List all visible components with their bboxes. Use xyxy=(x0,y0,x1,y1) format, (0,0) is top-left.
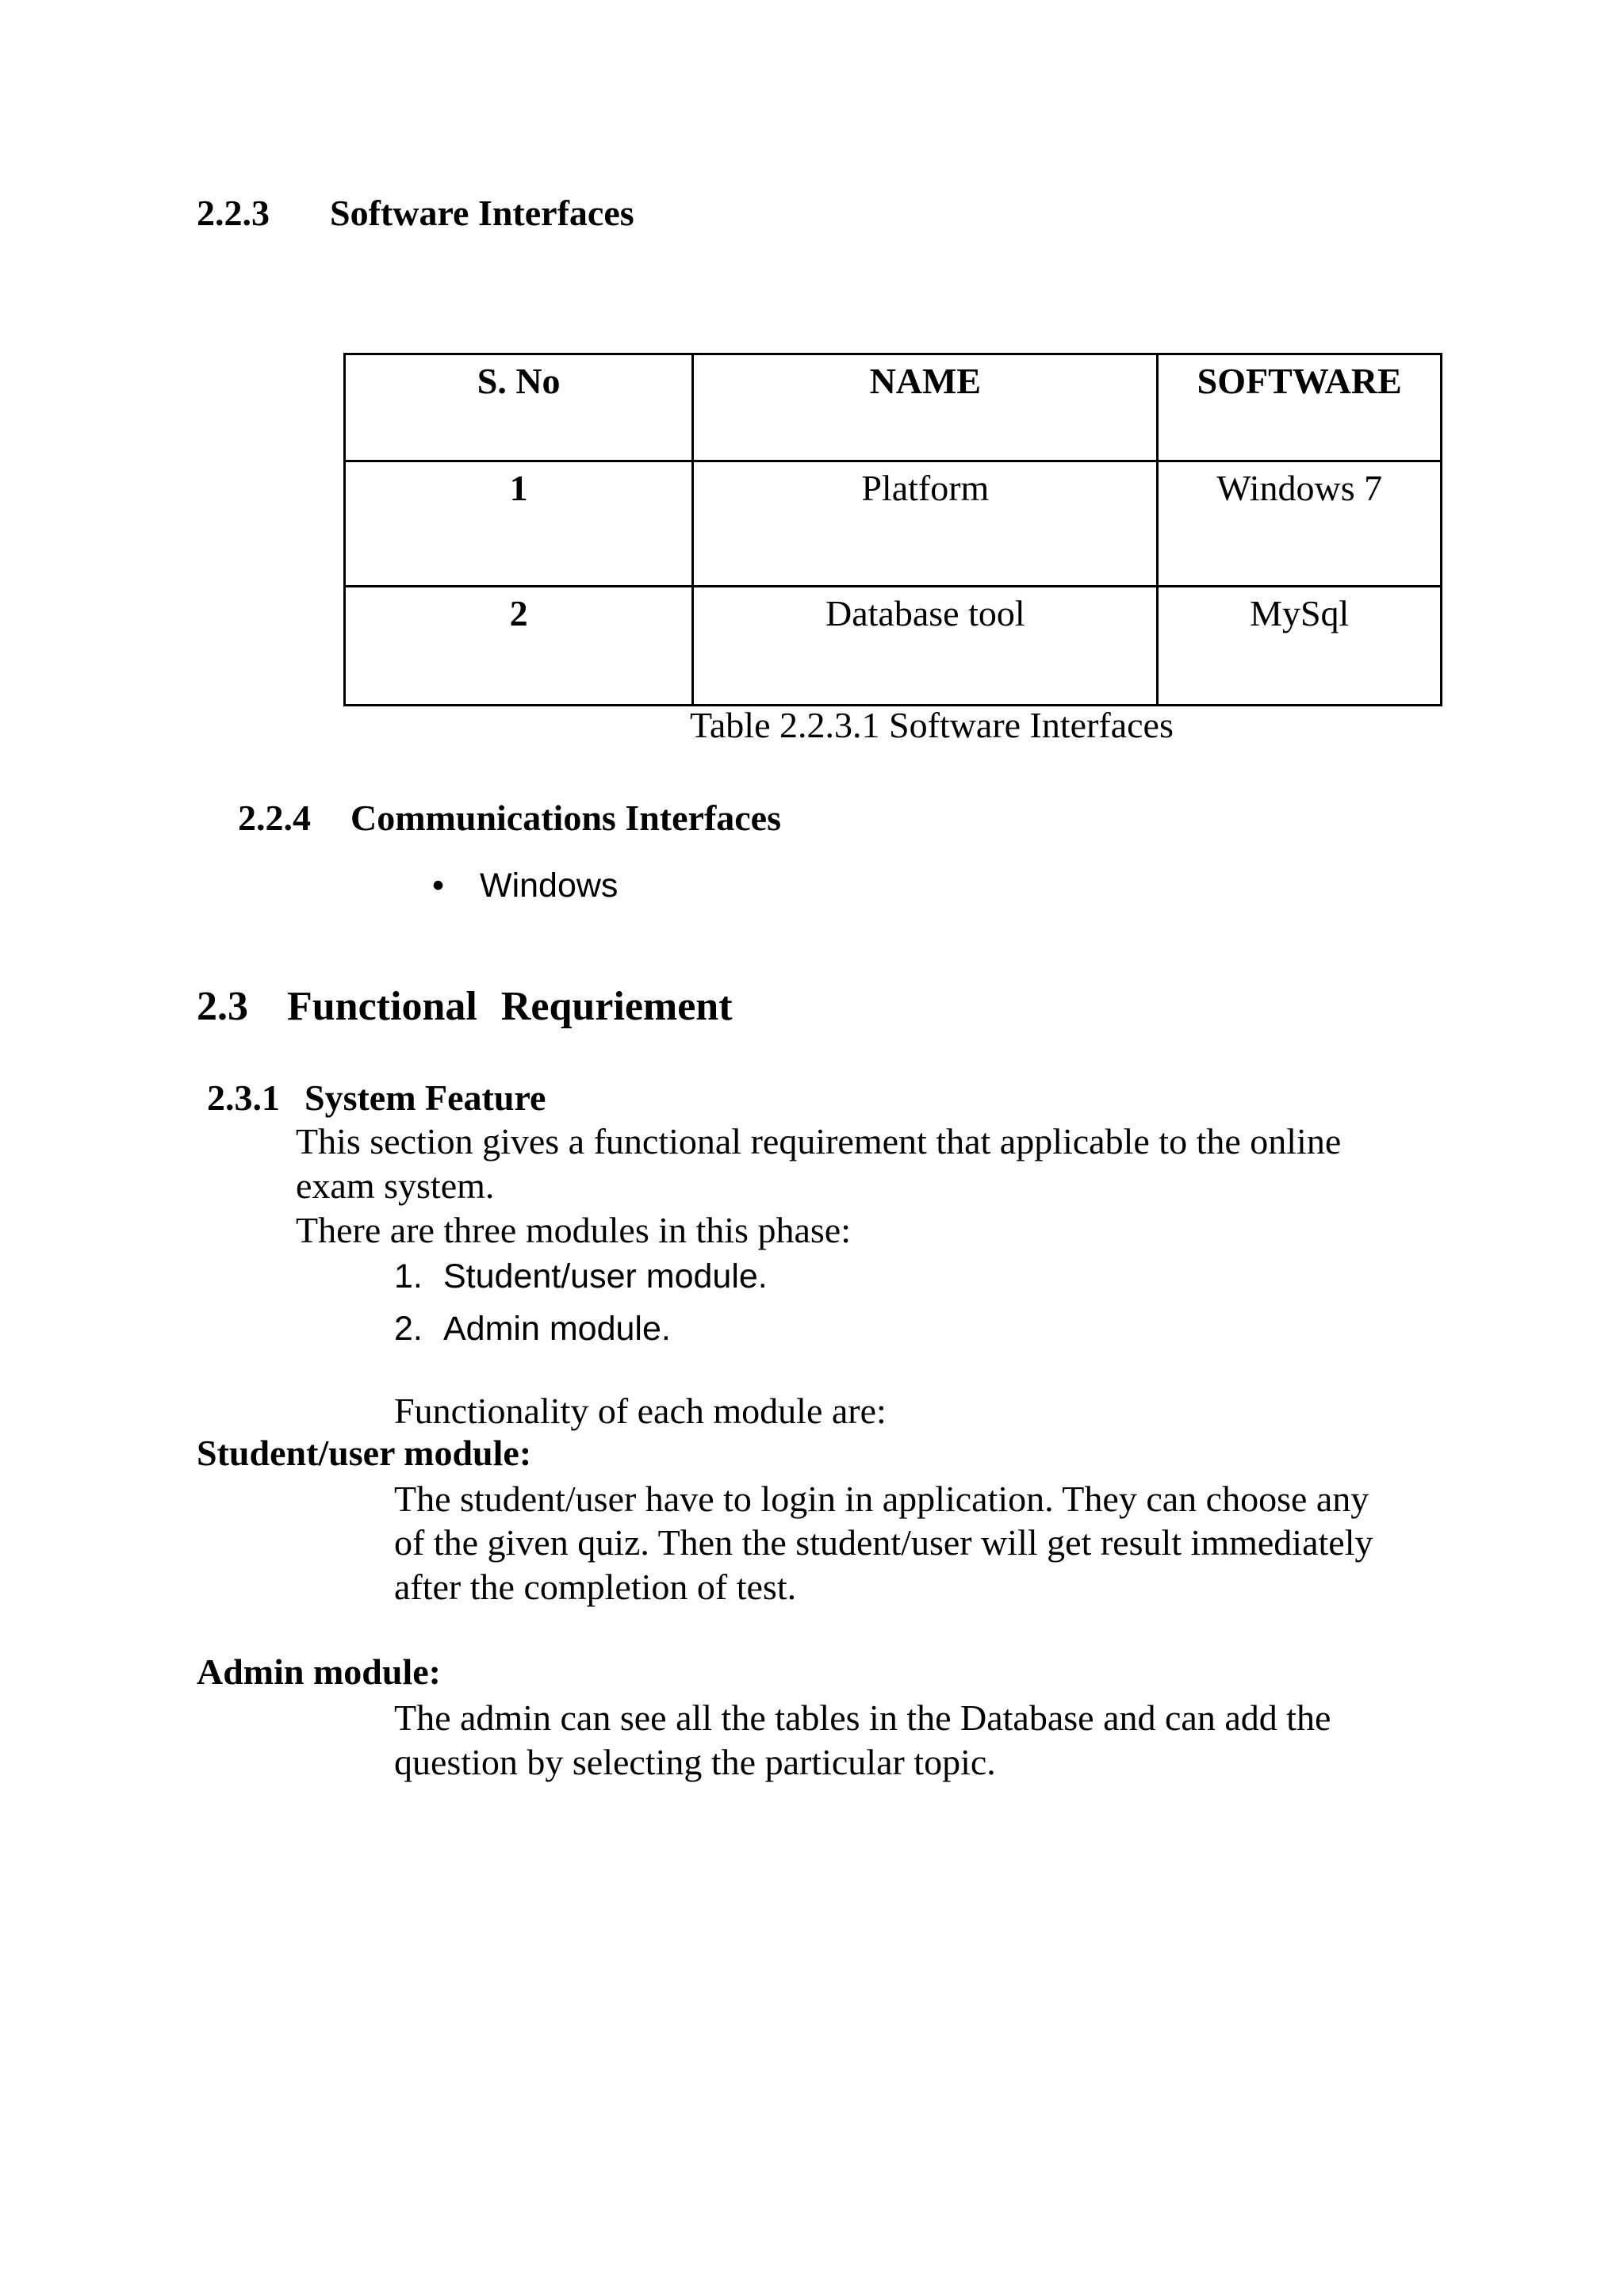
list-item-label: Student/user module. xyxy=(443,1257,768,1295)
list-item xyxy=(432,867,618,905)
section-title: Communications Interfaces xyxy=(350,798,781,838)
section-title: System Feature xyxy=(304,1077,546,1118)
table-row xyxy=(345,461,1442,587)
table-cell-sno: 1 xyxy=(345,461,693,587)
paragraph-line: The student/user have to login in application. They can choose any xyxy=(394,1479,1369,1519)
section-title-word: Requriement xyxy=(500,984,733,1029)
subheading-admin-module: Admin module: xyxy=(197,1651,441,1692)
list-item xyxy=(394,1310,671,1349)
section-title: Functional xyxy=(287,984,477,1029)
software-interfaces-table xyxy=(343,353,1442,706)
list-number: 2. xyxy=(394,1310,423,1348)
paragraph-line: There are three modules in this phase: xyxy=(296,1210,851,1250)
paragraph-line: of the given quiz. Then the student/user will get result immediately xyxy=(394,1522,1373,1563)
table-header-cell: NAME xyxy=(693,354,1158,461)
list-item-label: Admin module. xyxy=(443,1310,671,1348)
table-cell-sno: 2 xyxy=(345,587,693,706)
section-number: 2.2.4 xyxy=(238,798,311,838)
table-caption: Table 2.2.3.1 Software Interfaces xyxy=(690,705,1174,745)
section-heading-communications-interfaces xyxy=(238,797,781,839)
table-header-cell: S. No xyxy=(345,354,693,461)
paragraph-line: This section gives a functional requirement that applicable to the online xyxy=(296,1121,1342,1161)
section-number: 2.3.1 xyxy=(207,1077,280,1118)
section-heading-software-interfaces xyxy=(197,192,634,234)
table-header-cell: SOFTWARE xyxy=(1158,354,1442,461)
table-cell-name: Platform xyxy=(693,461,1158,587)
paragraph-line: The admin can see all the tables in the Database and can add the xyxy=(394,1697,1331,1738)
table-cell-name: Database tool xyxy=(693,587,1158,706)
section-heading-functional-requirement xyxy=(197,983,733,1030)
table-cell-software: MySql xyxy=(1158,587,1442,706)
section-number: 2.3 xyxy=(197,984,248,1029)
section-number: 2.2.3 xyxy=(197,193,270,233)
table-row xyxy=(345,587,1442,706)
paragraph-line: exam system. xyxy=(296,1165,495,1206)
section-title: Software Interfaces xyxy=(330,193,634,233)
section-heading-system-feature xyxy=(207,1077,546,1119)
paragraph-line: after the completion of test. xyxy=(394,1567,797,1607)
table-cell-software: Windows 7 xyxy=(1158,461,1442,587)
paragraph-line: Functionality of each module are: xyxy=(394,1391,887,1431)
list-item xyxy=(394,1257,768,1296)
paragraph-line: question by selecting the particular topic. xyxy=(394,1742,996,1782)
bullet-icon: • xyxy=(432,867,445,905)
subheading-student-module: Student/user module: xyxy=(197,1433,532,1473)
list-item-label: Windows xyxy=(480,867,619,905)
table-header-row xyxy=(345,354,1442,461)
list-number: 1. xyxy=(394,1257,423,1295)
